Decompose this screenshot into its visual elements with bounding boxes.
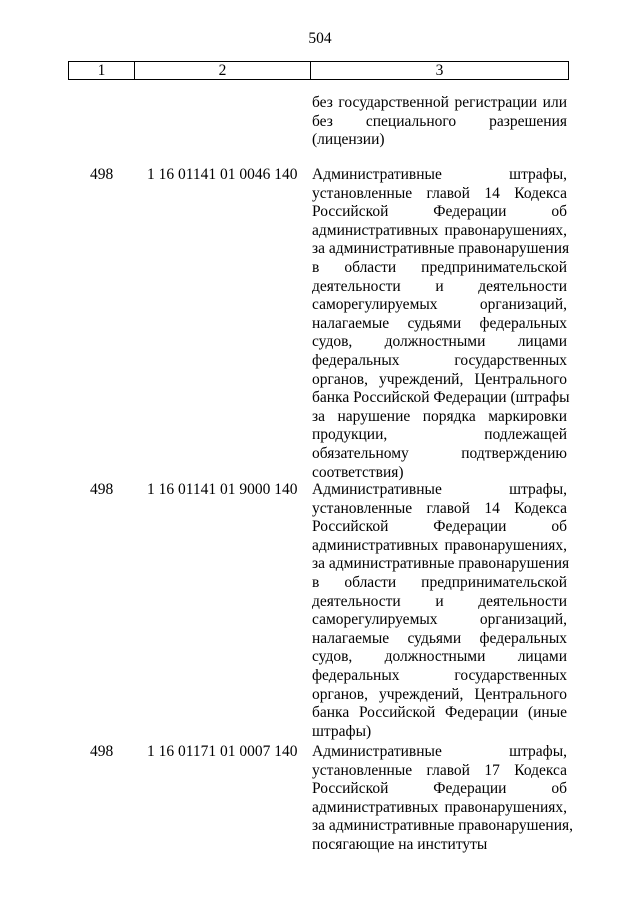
description-line: обязательному подтверждению bbox=[312, 444, 567, 462]
row-description bbox=[312, 481, 570, 741]
budget-code: 1 16 01171 01 0007 140 bbox=[147, 743, 298, 760]
description-line: штрафы) bbox=[312, 722, 372, 740]
description-line: установленные главой 14 Кодекса bbox=[312, 184, 567, 202]
description-line: судов, должностными лицами bbox=[312, 648, 567, 666]
description-line: за административные правонарушения, bbox=[312, 817, 574, 835]
budget-code: 1 16 01141 01 9000 140 bbox=[147, 481, 298, 498]
description-line: саморегулируемых организаций, bbox=[312, 611, 567, 629]
column-header-row bbox=[69, 62, 569, 80]
description-line: федеральных государственных bbox=[312, 666, 567, 684]
description-line: Административные штрафы, bbox=[312, 166, 567, 183]
description-line: органов, учреждений, Центрального bbox=[312, 685, 567, 703]
description-line: продукции, подлежащей bbox=[312, 426, 567, 444]
description-line: без государственной регистрации или bbox=[312, 94, 567, 111]
description-line: Российской Федерации об bbox=[312, 518, 567, 536]
description-line: в области предпринимательской bbox=[312, 573, 567, 591]
description-line: административных правонарушениях, bbox=[312, 221, 567, 239]
description-line: установленные главой 14 Кодекса bbox=[312, 499, 567, 517]
continuation-description bbox=[312, 94, 567, 150]
description-line: за административные правонарушения bbox=[312, 240, 570, 258]
description-line: налагаемые судьями федеральных bbox=[312, 314, 567, 332]
description-line: за административные правонарушения bbox=[312, 555, 570, 573]
description-line: (лицензии) bbox=[312, 131, 385, 149]
row-number: 498 bbox=[90, 166, 114, 183]
column-header-2: 2 bbox=[135, 62, 311, 80]
description-line: Административные штрафы, bbox=[312, 481, 567, 498]
description-line: соответствия) bbox=[312, 463, 404, 481]
description-line: Российской Федерации об bbox=[312, 780, 567, 798]
description-line: федеральных государственных bbox=[312, 351, 567, 369]
description-line: за нарушение порядка маркировки bbox=[312, 407, 567, 425]
description-line: банка Российской Федерации (иные bbox=[312, 704, 567, 722]
description-line: налагаемые судьями федеральных bbox=[312, 629, 567, 647]
description-line: саморегулируемых организаций, bbox=[312, 296, 567, 314]
description-line: в области предпринимательской bbox=[312, 258, 567, 276]
page-number: 504 bbox=[308, 30, 332, 47]
row-description bbox=[312, 743, 574, 855]
row-number: 498 bbox=[90, 743, 114, 760]
budget-code: 1 16 01141 01 0046 140 bbox=[147, 166, 298, 183]
description-line: без специального разрешения bbox=[312, 112, 567, 130]
description-line: установленные главой 17 Кодекса bbox=[312, 761, 567, 779]
row-description bbox=[312, 166, 570, 482]
description-line: деятельности и деятельности bbox=[312, 592, 567, 610]
column-header-3: 3 bbox=[311, 62, 569, 80]
description-line: посягающие на институты bbox=[312, 835, 488, 853]
description-line: административных правонарушениях, bbox=[312, 536, 567, 554]
description-line: административных правонарушениях, bbox=[312, 798, 567, 816]
column-header-table bbox=[68, 61, 569, 80]
description-line: органов, учреждений, Центрального bbox=[312, 370, 567, 388]
description-line: банка Российской Федерации (штрафы bbox=[312, 389, 570, 407]
description-line: деятельности и деятельности bbox=[312, 277, 567, 295]
description-line: Российской Федерации об bbox=[312, 203, 567, 221]
description-line: судов, должностными лицами bbox=[312, 333, 567, 351]
row-number: 498 bbox=[90, 481, 114, 498]
description-line: Административные штрафы, bbox=[312, 743, 567, 760]
column-header-1: 1 bbox=[69, 62, 135, 80]
